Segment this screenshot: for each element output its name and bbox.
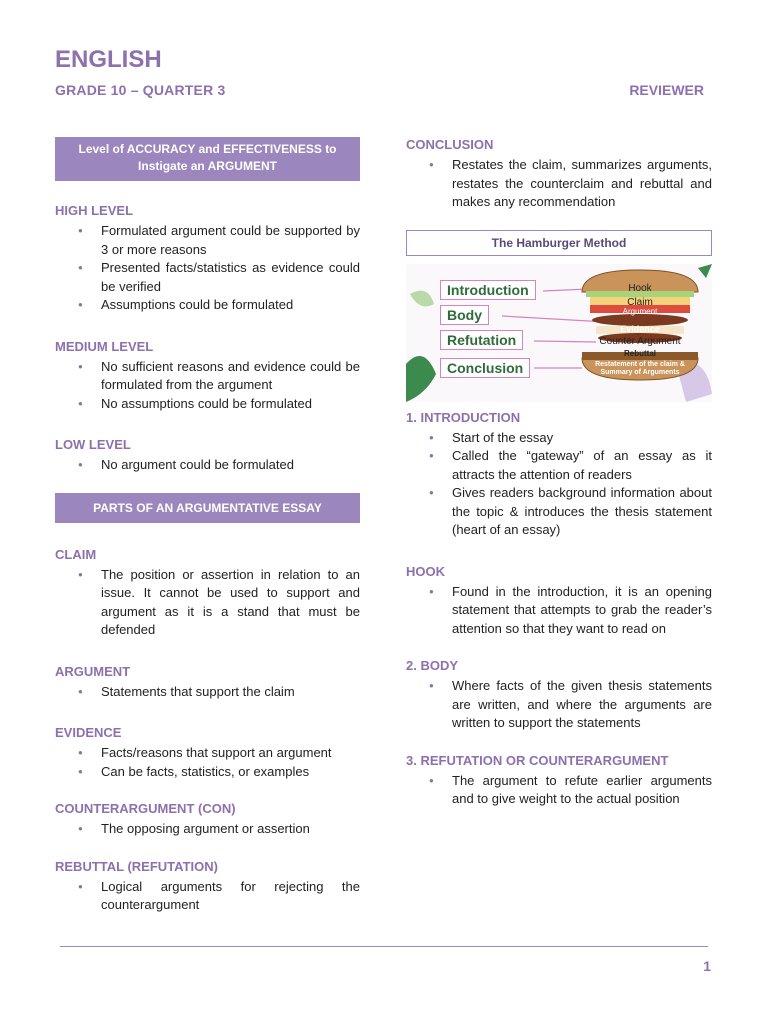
rebuttal-list (55, 878, 360, 915)
evidence-heading: EVIDENCE (55, 725, 122, 740)
hook-heading: HOOK (406, 563, 445, 579)
hamburger-banner: The Hamburger Method (406, 230, 712, 256)
claim-list (55, 566, 360, 640)
list-item: ● No assumptions could be formulated (55, 395, 360, 414)
list-item: ● Facts/reasons that support an argument (55, 744, 360, 763)
diagram-label-conclusion: Conclusion (440, 358, 530, 378)
conclusion-heading: CONCLUSION (406, 137, 494, 152)
list-item: ● Formulated argument could be supported by 3 or more reasons (55, 222, 360, 259)
right-column (406, 137, 712, 809)
page-title: ENGLISH (55, 46, 162, 73)
rebuttal-heading: REBUTTAL (REFUTATION) (55, 858, 218, 874)
body-heading: 2. BODY (406, 658, 459, 673)
burger-text-claim: Claim (627, 296, 653, 308)
parts-banner: PARTS OF AN ARGUMENTATIVE ESSAY (55, 493, 360, 523)
medium-level-heading: MEDIUM LEVEL (55, 338, 154, 354)
list-item: ● The opposing argument or assertion (55, 820, 360, 839)
diagram-label-body: Body (440, 305, 489, 325)
low-level-list (55, 456, 360, 475)
hamburger-diagram (406, 264, 712, 402)
list-item: ● Assumptions could be formulated (55, 296, 360, 315)
refutation-heading: 3. REFUTATION OR COUNTERARGUMENT (406, 752, 669, 768)
argument-heading: ARGUMENT (55, 663, 131, 679)
introduction-heading: 1. INTRODUCTION (406, 409, 521, 425)
hook-list (406, 583, 712, 639)
footer-divider (60, 946, 708, 947)
reviewer-label: REVIEWER (629, 82, 704, 98)
conclusion-list (406, 156, 712, 212)
burger-text-argument: Argument (622, 306, 658, 316)
leaf-decoration (698, 264, 712, 278)
high-level-heading: HIGH LEVEL (55, 203, 134, 218)
burger-text-counter-argument: Counter Argument (599, 335, 681, 347)
left-column (55, 137, 360, 915)
leaf-decoration (410, 290, 434, 306)
list-item: ● Called the “gateway” of an essay as it attracts the attention of readers (406, 447, 712, 484)
list-item: ● Restates the claim, summarizes arguments, restates the counterclaim and rebuttal and makes any recommendation (406, 156, 712, 212)
body-list (406, 677, 712, 733)
leaf-decoration (406, 356, 436, 402)
evidence-list (55, 744, 360, 781)
list-item: ● Gives readers background information about the topic & introduces the thesis statement (heart of an essay) (406, 484, 712, 540)
list-item: ● No argument could be formulated (55, 456, 360, 475)
list-item: ● Found in the introduction, it is an opening statement that attempts to grab the reader’s attention so that they want to read on (406, 583, 712, 639)
low-level-heading: LOW LEVEL (55, 437, 131, 452)
list-item: ● The argument to refute earlier arguments and to give weight to the actual position (406, 772, 712, 809)
diagram-label-introduction: Introduction (440, 280, 536, 300)
list-item: ● Presented facts/statistics as evidence could be verified (55, 259, 360, 296)
list-item: ● Statements that support the claim (55, 683, 360, 702)
refutation-list (406, 772, 712, 809)
list-item: ● Logical arguments for rejecting the counterargument (55, 878, 360, 915)
diagram-label-refutation: Refutation (440, 330, 523, 350)
medium-level-list (55, 358, 360, 414)
page-number: 1 (703, 958, 711, 974)
list-item: ● The position or assertion in relation to an issue. It cannot be used to support and argument as it is a stand that must be defended (55, 566, 360, 640)
list-item: ● No sufficient reasons and evidence could be formulated from the argument (55, 358, 360, 395)
list-item: ● Start of the essay (406, 429, 712, 448)
accuracy-banner: Level of ACCURACY and EFFECTIVENESS to Instigate an ARGUMENT (55, 137, 360, 181)
counterargument-heading: COUNTERARGUMENT (CON) (55, 801, 236, 816)
grade-quarter-label: GRADE 10 – QUARTER 3 (55, 82, 226, 98)
counterargument-list (55, 820, 360, 839)
burger-text-evidence: Evidence (620, 323, 660, 334)
burger-text-restatement: Restatement of the claim & Summary of Arguments (595, 360, 685, 376)
burger-text-rebuttal: Rebuttal (624, 348, 656, 358)
argument-list (55, 683, 360, 702)
list-item: ● Can be facts, statistics, or examples (55, 763, 360, 782)
claim-heading: CLAIM (55, 546, 97, 562)
introduction-list (406, 429, 712, 540)
burger-text-hook: Hook (628, 282, 652, 294)
list-item: ● Where facts of the given thesis statements are written, and where the arguments are written to support the statements (406, 677, 712, 733)
high-level-list (55, 222, 360, 315)
